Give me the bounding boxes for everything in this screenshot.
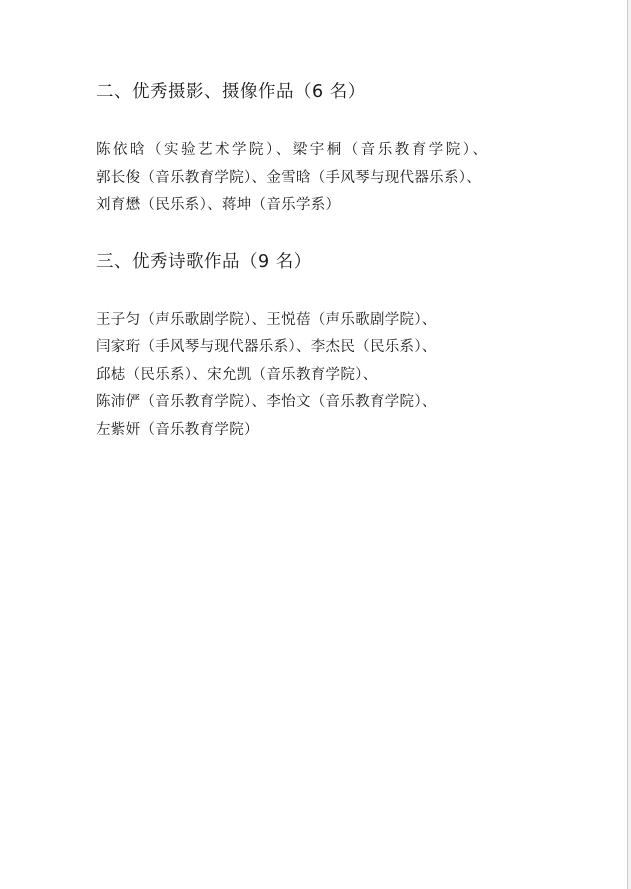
- winner-line: 闫家珩（手风琴与现代器乐系）、李杰民（民乐系）、: [96, 339, 437, 355]
- winner-list-photography: [96, 137, 566, 220]
- winner-line: 左紫妍（音乐教育学院）: [96, 421, 259, 438]
- section-poetry: [96, 250, 566, 445]
- winner-list-poetry: [96, 307, 566, 445]
- winner-line: 刘育懋（民乐系）、蒋坤（音乐学系）: [96, 197, 341, 213]
- winner-line: 邱梽（民乐系）、宋允凯（音乐教育学院）、: [96, 366, 378, 383]
- section-heading-photography: 二、优秀摄影、摄像作品（6 名）: [96, 82, 366, 102]
- document-body: [96, 80, 566, 444]
- winner-line: 王子匀（声乐歌剧学院）、王悦蓓（声乐歌剧学院）、: [96, 311, 437, 328]
- winner-line: 陈沛俨（音乐教育学院）、李怡文（音乐教育学院）、: [96, 394, 437, 410]
- winner-line: 郭长俊（音乐教育学院）、金雪晗（手风琴与现代器乐系）、: [96, 169, 482, 186]
- winner-line: 陈依晗（实验艺术学院）、梁宇桐（音乐教育学院）、: [96, 142, 490, 158]
- section-photography: [96, 80, 566, 220]
- section-heading-poetry: 三、优秀诗歌作品（9 名）: [96, 251, 312, 272]
